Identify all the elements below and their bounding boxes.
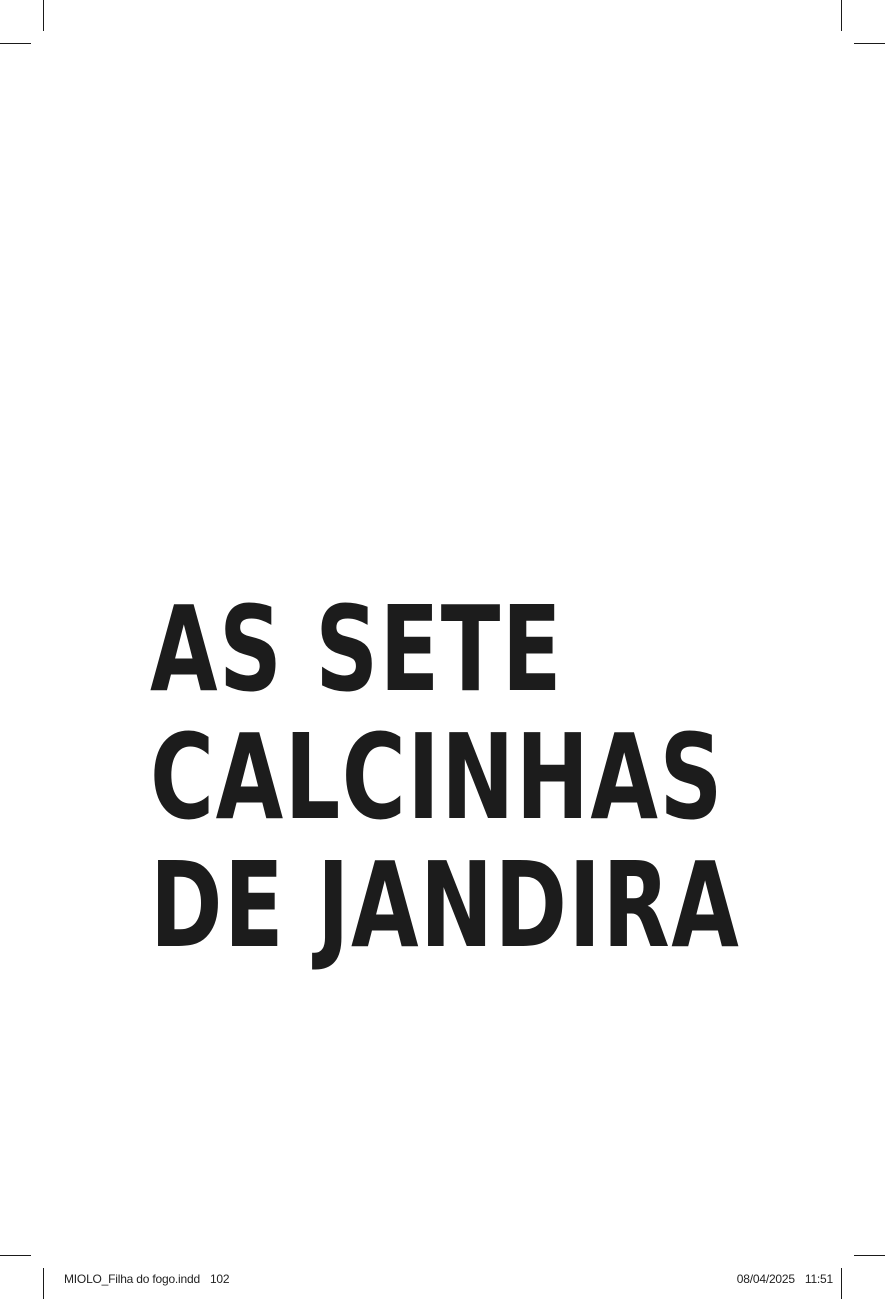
crop-mark-bottom-left-vertical	[43, 1268, 44, 1299]
crop-mark-bottom-left-horizontal	[0, 1255, 31, 1256]
crop-mark-top-right-horizontal	[854, 43, 885, 44]
crop-mark-bottom-right-horizontal	[854, 1255, 885, 1256]
crop-mark-bottom-right-vertical	[841, 1268, 842, 1299]
slug-file-info	[64, 1272, 229, 1286]
chapter-title	[150, 580, 790, 974]
slug-timestamp	[737, 1272, 833, 1286]
chapter-title-line-2: CALCINHAS	[150, 708, 724, 846]
slug-file-name: MIOLO_Filha do fogo.indd	[64, 1272, 200, 1286]
chapter-title-line-3: DE JANDIRA	[150, 836, 741, 974]
slug-date: 08/04/2025	[736, 1272, 795, 1286]
crop-mark-top-left-horizontal	[0, 43, 31, 44]
crop-mark-top-left-vertical	[43, 0, 44, 31]
slug-time: 11:51	[804, 1272, 833, 1286]
crop-mark-top-right-vertical	[841, 0, 842, 31]
chapter-title-line-1: AS SETE	[150, 580, 563, 718]
slug-page-number: 102	[209, 1272, 230, 1286]
